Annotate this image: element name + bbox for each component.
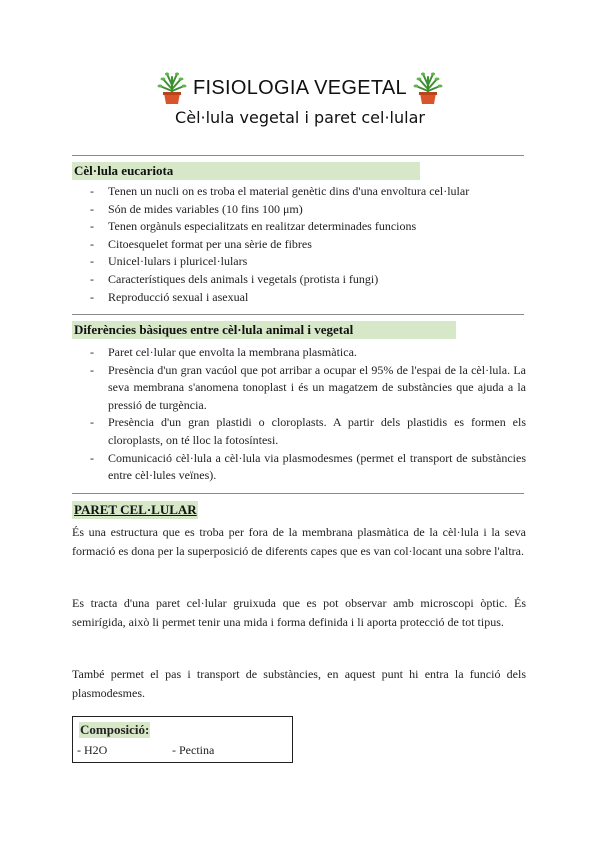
potted-plant-icon (157, 71, 187, 105)
paragraph: És una estructura que es troba per fora de la membrana plasmàtica de la cèl·lula i la seva formació es dona per la superposició de diferents capes que es van col·locant una sobre l'altra. (72, 525, 526, 558)
list-item: - Característiques dels animals i vegetals (protista i fungi) (90, 271, 526, 289)
differences-list (90, 344, 526, 485)
potted-plant-icon (413, 71, 443, 105)
list-item: - Reproducció sexual i asexual (90, 289, 526, 307)
eukaryotic-cell-list (90, 183, 526, 306)
section-heading-differences: Diferències bàsiques entre cèl·lula animal i vegetal (72, 321, 456, 339)
composition-box (72, 716, 293, 763)
list-item: - Presència d'un gran vacúol que pot arribar a ocupar el 95% de l'espai de la cèl·lula. La seva membrana s'anomena tonoplast i és un magatzem de substàncies que ajuda a la pressió de turgència. (90, 362, 526, 415)
divider (72, 314, 524, 315)
list-item: - Paret cel·lular que envolta la membrana plasmàtica. (90, 344, 526, 362)
list-item: - Citoesquelet format per una sèrie de fibres (90, 236, 526, 254)
list-item: - Són de mides variables (10 fins 100 μm) (90, 201, 526, 219)
composition-item: - H2O (77, 743, 108, 757)
title-row (0, 70, 600, 106)
list-item: - Tenen orgànuls especialitzats en realitzar determinades funcions (90, 218, 526, 236)
composition-heading: Composició: (80, 722, 150, 737)
composition-item: - Pectina (172, 743, 215, 757)
page-subtitle: Cèl·lula vegetal i paret cel·lular (175, 108, 425, 127)
list-item: - Comunicació cèl·lula a cèl·lula via plasmodesmes (permet el transport de substàncies entre cèl·lules veïnes). (90, 450, 526, 485)
section-heading-cell-wall: PARET CEL·LULAR (74, 502, 197, 517)
list-item: - Unicel·lulars i pluricel·lulars (90, 253, 526, 271)
list-item: - Presència d'un gran plastidi o cloroplasts. A partir dels plastidis es formen els cloroplasts, on té lloc la fotosíntesi. (90, 414, 526, 449)
page-title: FISIOLOGIA VEGETAL (193, 76, 407, 99)
divider (72, 493, 524, 494)
list-item: - Tenen un nucli on es troba el material genètic dins d'una envoltura cel·lular (90, 183, 526, 201)
paragraph: Es tracta d'una paret cel·lular gruixuda que es pot observar amb microscopi òptic. És semirígida, això li permet tenir una mida i forma definida i li aporta protecció de tot tipus. (72, 596, 526, 629)
divider (72, 155, 524, 156)
paragraph: També permet el pas i transport de substàncies, en aquest punt hi entra la funció dels plasmodesmes. (72, 667, 526, 700)
section-heading-eukaryotic-cell: Cèl·lula eucariota (72, 162, 420, 180)
